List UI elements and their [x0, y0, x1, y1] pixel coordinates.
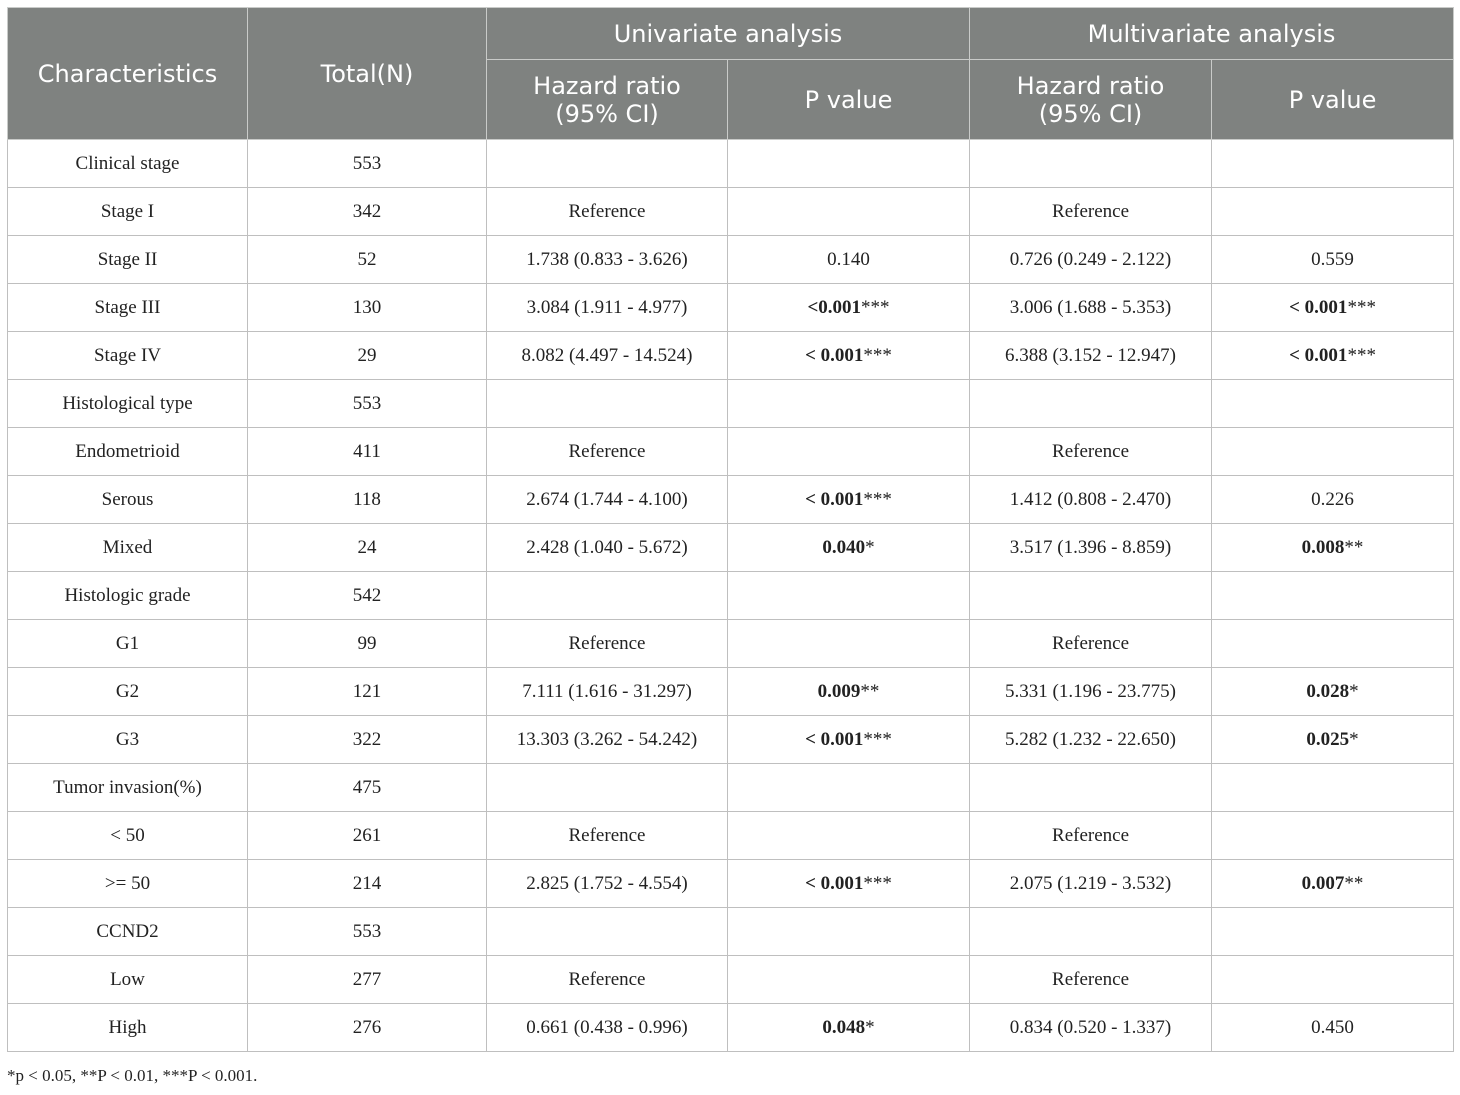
cell-uni-pvalue [728, 812, 970, 860]
cell-multi-pvalue [1212, 524, 1454, 572]
cell-multi-pvalue [1212, 140, 1454, 188]
header-multi-hazard-line1: Hazard ratio [1016, 71, 1165, 100]
cell-multi-hazard: 6.388 (3.152 - 12.947) [970, 332, 1212, 380]
cell-uni-hazard [487, 140, 728, 188]
header-multi-pvalue: P value [1212, 60, 1454, 140]
cell-total: 276 [248, 1004, 487, 1052]
cell-uni-pvalue [728, 908, 970, 956]
header-multi-hazard-line2: (95% CI) [1038, 99, 1143, 128]
table-row [8, 188, 1454, 236]
results-table-container [7, 7, 1453, 1052]
cell-uni-pvalue [728, 428, 970, 476]
significance-stars: *** [863, 872, 892, 894]
pvalue-significant: 0.028 [1306, 680, 1350, 702]
cell-characteristic: >= 50 [8, 860, 248, 908]
cell-total: 261 [248, 812, 487, 860]
table-row [8, 332, 1454, 380]
header-uni-hazard-line1: Hazard ratio [533, 71, 681, 100]
table-row [8, 620, 1454, 668]
cell-uni-hazard: 3.084 (1.911 - 4.977) [487, 284, 728, 332]
cell-uni-pvalue [728, 524, 970, 572]
pvalue-significant: < 0.001 [805, 872, 864, 894]
cell-characteristic: Serous [8, 476, 248, 524]
table-row [8, 476, 1454, 524]
cell-total: 553 [248, 140, 487, 188]
cell-uni-hazard [487, 380, 728, 428]
pvalue-significant: 0.009 [817, 680, 861, 702]
pvalue-significant: < 0.001 [1289, 296, 1348, 318]
cell-characteristic: G3 [8, 716, 248, 764]
cell-multi-pvalue [1212, 476, 1454, 524]
table-row [8, 236, 1454, 284]
cell-characteristic: Stage I [8, 188, 248, 236]
header-total: Total(N) [248, 8, 487, 140]
cell-total: 411 [248, 428, 487, 476]
pvalue-significant: 0.040 [822, 536, 866, 558]
cell-multi-hazard [970, 908, 1212, 956]
cell-uni-hazard: 0.661 (0.438 - 0.996) [487, 1004, 728, 1052]
cell-characteristic: Endometrioid [8, 428, 248, 476]
cell-multi-hazard: Reference [970, 620, 1212, 668]
cell-uni-pvalue [728, 572, 970, 620]
table-row [8, 572, 1454, 620]
cell-total: 322 [248, 716, 487, 764]
cell-multi-hazard: 5.331 (1.196 - 23.775) [970, 668, 1212, 716]
cell-multi-hazard: Reference [970, 812, 1212, 860]
cell-multi-hazard: 3.517 (1.396 - 8.859) [970, 524, 1212, 572]
cell-total: 99 [248, 620, 487, 668]
cell-total: 214 [248, 860, 487, 908]
header-characteristics: Characteristics [8, 8, 248, 140]
header-uni-hazard-line2: (95% CI) [555, 99, 659, 128]
cell-multi-hazard: Reference [970, 188, 1212, 236]
cell-multi-pvalue [1212, 380, 1454, 428]
pvalue-text: 0.226 [1311, 488, 1354, 510]
table-row [8, 140, 1454, 188]
cell-characteristic: Tumor invasion(%) [8, 764, 248, 812]
pvalue-significant: 0.025 [1306, 728, 1350, 750]
significance-stars: * [1349, 680, 1359, 702]
cell-multi-hazard [970, 764, 1212, 812]
header-univariate: Univariate analysis [487, 8, 970, 60]
table-body [8, 140, 1454, 1052]
pvalue-text: 0.559 [1311, 248, 1354, 270]
cell-uni-pvalue [728, 380, 970, 428]
cell-uni-hazard: 2.674 (1.744 - 4.100) [487, 476, 728, 524]
cell-uni-pvalue [728, 620, 970, 668]
cell-multi-pvalue [1212, 620, 1454, 668]
significance-stars: *** [1347, 344, 1376, 366]
cell-multi-pvalue [1212, 860, 1454, 908]
cell-uni-pvalue [728, 284, 970, 332]
header-uni-hazard [487, 60, 728, 140]
cell-uni-hazard: Reference [487, 812, 728, 860]
significance-stars: ** [860, 680, 880, 702]
pvalue-significant: 0.008 [1301, 536, 1345, 558]
significance-stars: *** [863, 488, 892, 510]
cell-uni-pvalue [728, 956, 970, 1004]
table-row [8, 764, 1454, 812]
table-row [8, 1004, 1454, 1052]
cell-characteristic: High [8, 1004, 248, 1052]
cell-uni-hazard [487, 764, 728, 812]
cell-uni-hazard: 8.082 (4.497 - 14.524) [487, 332, 728, 380]
cell-uni-pvalue [728, 140, 970, 188]
cell-characteristic: CCND2 [8, 908, 248, 956]
table-row [8, 812, 1454, 860]
cell-uni-pvalue [728, 188, 970, 236]
cell-uni-pvalue [728, 476, 970, 524]
cell-multi-pvalue [1212, 908, 1454, 956]
cell-uni-hazard: 2.825 (1.752 - 4.554) [487, 860, 728, 908]
cell-multi-pvalue [1212, 668, 1454, 716]
cell-uni-pvalue [728, 860, 970, 908]
cell-multi-hazard: 0.834 (0.520 - 1.337) [970, 1004, 1212, 1052]
cell-characteristic: G1 [8, 620, 248, 668]
cell-multi-pvalue [1212, 956, 1454, 1004]
significance-stars: *** [1347, 296, 1376, 318]
pvalue-significant: 0.007 [1301, 872, 1345, 894]
cell-total: 118 [248, 476, 487, 524]
cell-characteristic: Stage IV [8, 332, 248, 380]
cell-uni-hazard: 13.303 (3.262 - 54.242) [487, 716, 728, 764]
cell-multi-hazard: 2.075 (1.219 - 3.532) [970, 860, 1212, 908]
table-row [8, 668, 1454, 716]
pvalue-text: 0.450 [1311, 1016, 1354, 1038]
cell-characteristic: Stage II [8, 236, 248, 284]
cox-regression-table [7, 7, 1454, 1052]
cell-total: 52 [248, 236, 487, 284]
cell-multi-hazard: Reference [970, 956, 1212, 1004]
table-row [8, 860, 1454, 908]
cell-uni-hazard: Reference [487, 620, 728, 668]
cell-uni-hazard: Reference [487, 188, 728, 236]
pvalue-significant: < 0.001 [805, 728, 864, 750]
cell-multi-hazard: 1.412 (0.808 - 2.470) [970, 476, 1212, 524]
cell-multi-hazard: Reference [970, 428, 1212, 476]
cell-characteristic: Clinical stage [8, 140, 248, 188]
cell-uni-hazard: Reference [487, 428, 728, 476]
significance-stars: ** [1344, 536, 1364, 558]
table-row [8, 956, 1454, 1004]
cell-uni-hazard [487, 908, 728, 956]
significance-stars: *** [863, 728, 892, 750]
significance-stars: ** [1344, 872, 1364, 894]
cell-uni-pvalue [728, 236, 970, 284]
cell-total: 553 [248, 908, 487, 956]
cell-total: 29 [248, 332, 487, 380]
significance-stars: * [1349, 728, 1359, 750]
footnote: *p < 0.05, **P < 0.01, ***P < 0.001. [7, 1066, 258, 1085]
cell-multi-pvalue [1212, 572, 1454, 620]
cell-multi-hazard [970, 140, 1212, 188]
header-uni-pvalue: P value [728, 60, 970, 140]
cell-total: 121 [248, 668, 487, 716]
table-row [8, 716, 1454, 764]
cell-multi-hazard [970, 380, 1212, 428]
cell-uni-hazard [487, 572, 728, 620]
cell-multi-hazard: 3.006 (1.688 - 5.353) [970, 284, 1212, 332]
cell-uni-pvalue [728, 716, 970, 764]
cell-uni-hazard: Reference [487, 956, 728, 1004]
significance-stars: * [865, 536, 875, 558]
cell-multi-pvalue [1212, 716, 1454, 764]
cell-total: 342 [248, 188, 487, 236]
cell-total: 130 [248, 284, 487, 332]
cell-multi-pvalue [1212, 236, 1454, 284]
significance-stars: *** [861, 296, 890, 318]
pvalue-significant: < 0.001 [1289, 344, 1348, 366]
cell-total: 542 [248, 572, 487, 620]
cell-multi-pvalue [1212, 812, 1454, 860]
table-row [8, 284, 1454, 332]
pvalue-significant: 0.048 [822, 1016, 866, 1038]
cell-characteristic: Histologic grade [8, 572, 248, 620]
cell-multi-pvalue [1212, 764, 1454, 812]
pvalue-significant: < 0.001 [805, 488, 864, 510]
cell-uni-pvalue [728, 332, 970, 380]
cell-characteristic: < 50 [8, 812, 248, 860]
table-row [8, 428, 1454, 476]
cell-characteristic: Low [8, 956, 248, 1004]
pvalue-significant: <0.001 [807, 296, 862, 318]
significance-stars: * [865, 1016, 875, 1038]
cell-total: 24 [248, 524, 487, 572]
header-multi-hazard [970, 60, 1212, 140]
cell-multi-hazard: 5.282 (1.232 - 22.650) [970, 716, 1212, 764]
cell-total: 277 [248, 956, 487, 1004]
cell-multi-pvalue [1212, 332, 1454, 380]
cell-uni-hazard: 7.111 (1.616 - 31.297) [487, 668, 728, 716]
table-row [8, 380, 1454, 428]
cell-characteristic: Stage III [8, 284, 248, 332]
cell-multi-hazard [970, 572, 1212, 620]
cell-multi-pvalue [1212, 1004, 1454, 1052]
cell-multi-pvalue [1212, 188, 1454, 236]
cell-multi-pvalue [1212, 284, 1454, 332]
table-row [8, 524, 1454, 572]
cell-uni-pvalue [728, 764, 970, 812]
table-row [8, 908, 1454, 956]
cell-characteristic: Mixed [8, 524, 248, 572]
cell-uni-pvalue [728, 668, 970, 716]
header-multivariate: Multivariate analysis [970, 8, 1454, 60]
pvalue-text: 0.140 [827, 248, 870, 270]
cell-uni-hazard: 1.738 (0.833 - 3.626) [487, 236, 728, 284]
cell-uni-hazard: 2.428 (1.040 - 5.672) [487, 524, 728, 572]
cell-multi-hazard: 0.726 (0.249 - 2.122) [970, 236, 1212, 284]
cell-characteristic: G2 [8, 668, 248, 716]
significance-stars: *** [863, 344, 892, 366]
cell-total: 553 [248, 380, 487, 428]
cell-total: 475 [248, 764, 487, 812]
table-header [8, 8, 1454, 140]
cell-uni-pvalue [728, 1004, 970, 1052]
cell-multi-pvalue [1212, 428, 1454, 476]
cell-characteristic: Histological type [8, 380, 248, 428]
pvalue-significant: < 0.001 [805, 344, 864, 366]
